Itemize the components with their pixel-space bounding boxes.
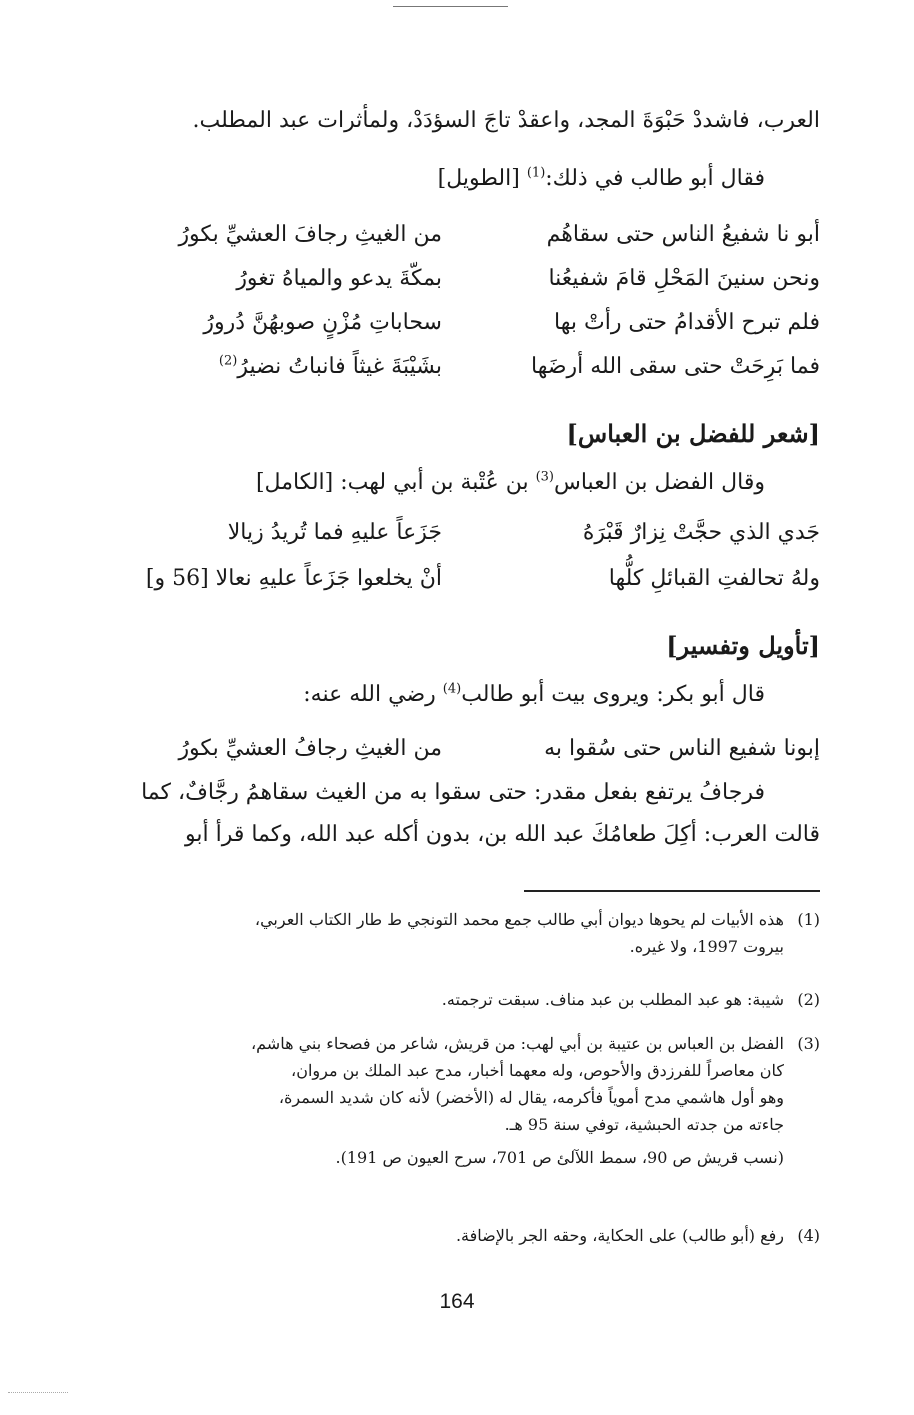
- footnote-line: [82, 986, 820, 1013]
- scan-artifact-line: [8, 1392, 68, 1393]
- verse-second-hemistich: من الغيثِ رجافَ العشيِّ بكورُ: [178, 222, 442, 247]
- footnote-number: (3): [797, 1034, 820, 1053]
- page-number: 164: [439, 1290, 475, 1313]
- footnote-line: وهو أول هاشمي مدح أموياً فأكرمه، يقال له (الأخضر) لأنه كان شديد السمرة،: [278, 1088, 784, 1107]
- meter-label: [الطويل]: [437, 166, 527, 191]
- footnote-text: هذه الأبيات لم يحوها ديوان أبي طالب جمع محمد التونجي ط طار الكتاب العربي،: [254, 910, 784, 929]
- verse-first-hemistich: إبونا شفيع الناس حتى سُقوا به: [544, 736, 820, 761]
- poem-intro: [82, 164, 820, 194]
- footnote-ref: (3): [535, 469, 554, 485]
- footnote: [82, 986, 820, 1013]
- paragraph-line: قالت العرب: أكِلَ طعامُكَ عبد الله بن، بدون أكله عبد الله، وكما قرأ أبو: [184, 822, 820, 847]
- intro-text: بن عُتْبة بن أبي لهب: [الكامل]: [255, 470, 536, 495]
- footnote-separator: [524, 890, 820, 892]
- footnote-ref: (1): [526, 165, 546, 181]
- poem-intro: [82, 680, 820, 710]
- footnote-line: [82, 1222, 820, 1249]
- verse-line: [82, 262, 820, 296]
- footnote-line: [82, 906, 820, 933]
- intro-text: رضي الله عنه:: [303, 682, 443, 707]
- footnote-number: (1): [797, 910, 820, 929]
- verse-second-hemistich: [82, 350, 442, 384]
- footnote-number: (4): [797, 1226, 820, 1245]
- footnote-text: شيبة: هو عبد المطلب بن عبد مناف. سبقت ترجمته.: [441, 990, 784, 1009]
- verse-first-hemistich: ولهُ تحالفتِ القبائلِ كلُّها: [608, 566, 820, 591]
- verse-second-hemistich: من الغيثِ رجافُ العشيِّ بكورُ: [178, 736, 442, 761]
- top-rule: [393, 6, 508, 7]
- footnote: [82, 906, 820, 960]
- footnote-line: جاءته من جدته الحبشية، توفي سنة 95 هـ.: [504, 1115, 784, 1134]
- verse-second-hemistich: سحاباتِ مُزْنٍ صوبهُنَّ دُرورُ: [203, 310, 442, 335]
- footnote-line: بيروت 1997، ولا غيره.: [629, 937, 784, 956]
- verse-line: [82, 218, 820, 252]
- footnote-line: كان معاصراً للفرزدق والأحوص، وله معهما أخبار، مدح عبد الملك بن مروان،: [291, 1061, 784, 1080]
- footnote-text: الفضل بن العباس بن عتيبة بن أبي لهب: من قريش، شاعر من فصحاء بني هاشم،: [250, 1034, 784, 1053]
- verse-second-hemistich: جَزَعاً عليهِ فما تُريدُ زيالا: [227, 520, 442, 545]
- footnote-ref: (4): [442, 681, 462, 697]
- verse-first-hemistich: ونحن سنينَ المَحْلِ قامَ شفيعُنا: [548, 266, 820, 291]
- footnote-number: (2): [797, 990, 820, 1009]
- footnote-text: رفع (أبو طالب) على الحكاية، وحقه الجر بالإضافة.: [455, 1226, 784, 1245]
- paragraph-line: العرب، فاشددْ حَبْوَةَ المجد، واعقدْ تاجَ السؤدَدْ، ولمأثرات عبد المطلب.: [192, 108, 820, 133]
- verse-line: [82, 732, 820, 766]
- verse-second-hemistich: بمكّةَ يدعو والمياهُ تغورُ: [236, 266, 442, 291]
- footnote-line: [82, 1030, 820, 1057]
- intro-text: قال أبو بكر: ويروى بيت أبو طالب: [461, 682, 765, 707]
- poem-intro: [82, 468, 820, 498]
- footnote: [82, 1222, 820, 1249]
- verse-line: [82, 306, 820, 340]
- section-heading: [شعر للفضل بن العباس]: [566, 419, 820, 448]
- section-heading: [تأويل وتفسير]: [666, 631, 820, 660]
- verse-first-hemistich: فلم تبرح الأقدامُ حتى رأتْ بها: [554, 310, 820, 335]
- footnote-ref: (2): [218, 353, 238, 369]
- verse-line: [82, 350, 820, 384]
- footnote: [82, 1030, 820, 1171]
- hemistich-text: بشَيْبَةَ غيثاً فانباتُ نضيرُ: [237, 354, 442, 379]
- verse-first-hemistich: أبو نا شفيعُ الناس حتى سقاهُم: [546, 222, 820, 247]
- verse-line: [82, 562, 820, 596]
- verse-first-hemistich: جَدي الذي حجَّتْ نِزارٌ قَبْرَهُ: [582, 520, 820, 545]
- intro-text: فقال أبو طالب في ذلك:: [545, 166, 765, 191]
- verse-line: [82, 516, 820, 550]
- verse-first-hemistich: فما بَرِحَتْ حتى سقى الله أرضَها: [531, 354, 820, 379]
- intro-text: وقال الفضل بن العباس: [554, 470, 765, 495]
- paragraph-line: فرجافُ يرتفع بفعل مقدر: حتى سقوا به من الغيث سقاهمُ رجَّافٌ، كما: [141, 780, 765, 805]
- verse-second-hemistich: أنْ يخلعوا جَزَعاً عليهِ نعالا [56 و]: [145, 566, 442, 591]
- footnote-line: (نسب قريش ص 90، سمط اللآلئ ص 701، سرح العيون ص 191).: [335, 1148, 784, 1167]
